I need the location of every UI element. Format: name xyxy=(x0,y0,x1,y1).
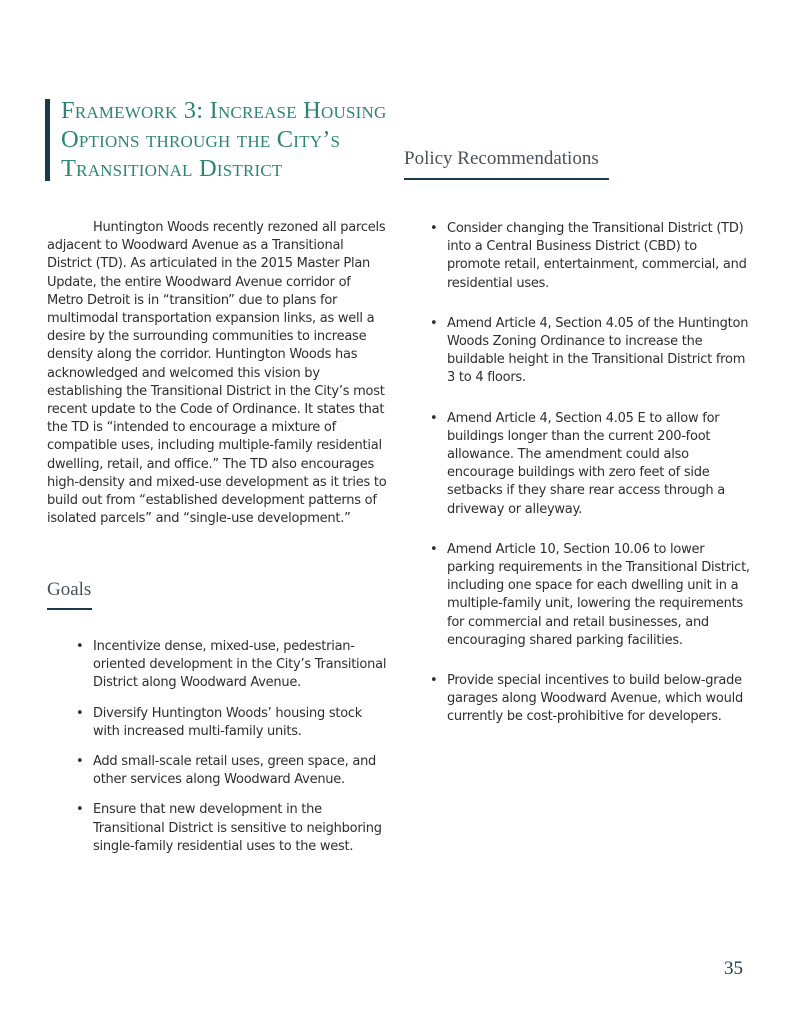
policy-recommendations-list xyxy=(427,220,752,749)
goal-item xyxy=(73,638,391,693)
goals-list xyxy=(73,638,391,868)
goal-item xyxy=(73,705,391,741)
policy-text: Consider changing the Transitional District (TD) into a Central Business District (CBD) to promote retail, entertainment, commercial, and residential uses. xyxy=(447,221,747,291)
bullet-icon: • xyxy=(76,705,84,721)
goal-text: Ensure that new development in the Transitional District is sensitive to neighboring single-family residential uses to the west. xyxy=(93,802,382,854)
goal-text: Diversify Huntington Woods’ housing stock with increased multi-family units. xyxy=(93,705,363,739)
bullet-icon: • xyxy=(76,802,84,818)
goals-heading: Goals xyxy=(47,579,92,600)
bullet-icon: • xyxy=(76,639,84,654)
bullet-icon: • xyxy=(430,221,438,236)
goal-item xyxy=(73,753,391,789)
policy-item xyxy=(427,315,752,388)
policy-heading-underline xyxy=(404,178,609,180)
goal-text: Add small-scale retail uses, green space, and other services along Woodward Avenue. xyxy=(93,754,377,788)
bullet-icon: • xyxy=(430,315,438,331)
policy-item xyxy=(427,410,752,519)
policy-item xyxy=(427,220,752,293)
page-number: 35 xyxy=(724,958,743,979)
goal-text: Incentivize dense, mixed-use, pedestrian-oriented development in the City’s Transitional District along Woodward Avenue. xyxy=(93,639,387,691)
policy-recommendations-heading: Policy Recommendations xyxy=(404,148,599,169)
bullet-icon: • xyxy=(430,541,438,557)
title-accent-bar xyxy=(45,99,50,181)
goal-item xyxy=(73,801,391,856)
policy-text: Provide special incentives to build below-grade garages along Woodward Avenue, which would currently be cost-prohibitive for developers. xyxy=(447,673,743,725)
policy-text: Amend Article 4, Section 4.05 E to allow for buildings longer than the current 200-foot allowance. The amendment could also encourage buildings with zero feet of side setbacks if they share rear access through a driveway or alleyway. xyxy=(447,410,725,517)
policy-item xyxy=(427,541,752,650)
page-title: Framework 3: Increase Housing Options through the City’s Transitional District xyxy=(61,97,387,182)
policy-item xyxy=(427,672,752,727)
bullet-icon: • xyxy=(430,673,438,689)
bullet-icon: • xyxy=(76,754,84,770)
goals-heading-underline xyxy=(47,608,92,610)
intro-paragraph: Huntington Woods recently rezoned all parcels adjacent to Woodward Avenue as a Transitional District (TD). As articulated in the 2015 Master Plan Update, the entire Woodward Avenue corridor of Metro Detroit is in “transition” due to plans for multimodal transportation expansion links, as well a desire by the surrounding communities to increase density along the corridor. Huntington Woods has acknowledged and welcomed this vision by establishing the Transitional District in the City’s most recent update to the Code of Ordinance. It states that the TD is “intended to encourage a mixture of compatible uses, including multiple-family residential dwelling, retail, and office.” The TD also encourages high-density and mixed-use development as it tries to build out from “established development patterns of isolated parcels” and “single-use development.” xyxy=(47,220,387,527)
policy-text: Amend Article 4, Section 4.05 of the Huntington Woods Zoning Ordinance to increase the buildable height in the Transitional District from 3 to 4 floors. xyxy=(447,315,749,386)
policy-text: Amend Article 10, Section 10.06 to lower parking requirements in the Transitional District, including one space for each dwelling unit in a multiple-family unit, lowering the requirements for commercial and retail businesses, and encouraging shared parking facilities. xyxy=(447,541,750,648)
bullet-icon: • xyxy=(430,410,438,426)
